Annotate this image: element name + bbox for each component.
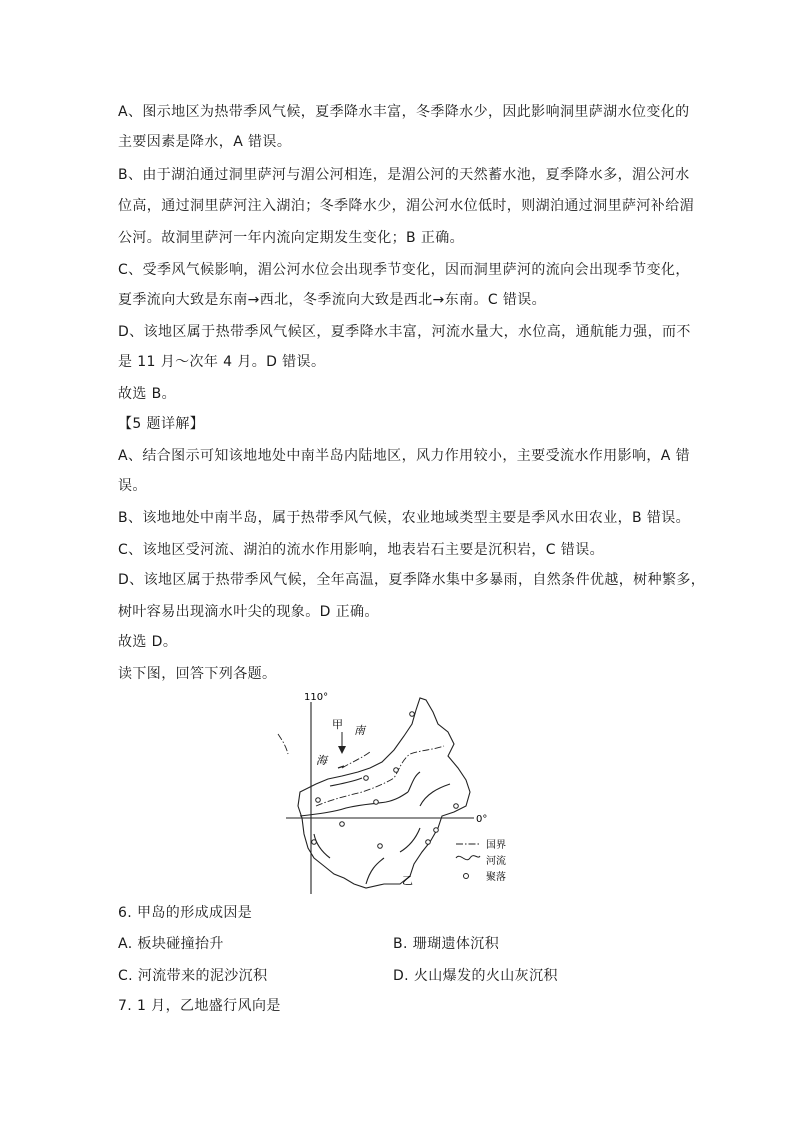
section-heading: 【5 题详解】 [118,416,205,432]
jia-arrow-head [338,746,346,754]
settlement-dot [364,776,369,781]
river [400,828,420,852]
question-6-option-a: A. 板块碰撞抬升 [118,936,224,952]
paragraph-line: A、图示地区为热带季风气候，夏季降水丰富，冬季降水少，因此影响洞里萨湖水位变化的 [118,104,690,120]
settlement-dot [340,822,345,827]
island-outline [298,698,470,888]
national-border [342,752,370,768]
national-border [316,746,444,806]
river [408,772,420,792]
paragraph-line: 误。 [118,478,147,494]
paragraph-line: B、该地地处中南半岛，属于热带季风气候，农业地域类型主要是季风水田农业，B 错误。 [118,510,691,526]
paragraph-line: B、由于湖泊通过洞里萨河与湄公河相连，是湄公河的天然蓄水池，夏季降水多，湄公河水 [118,167,690,183]
paragraph-line: 位高，通过洞里萨河注入湖泊；冬季降水少，湄公河水位低时，则湖泊通过洞里萨河补给湄 [118,198,694,214]
question-6-option-c: C. 河流带来的泥沙沉积 [118,968,268,984]
river [314,834,330,858]
legend-river-sample [456,856,480,860]
settlement-dot [312,840,317,845]
question-6-option-b: B. 珊瑚遗体沉积 [393,936,500,952]
question-6-stem: 6. 甲岛的形成成因是 [118,905,253,921]
question-6-option-d: D. 火山爆发的火山灰沉积 [393,968,558,984]
label-yi: 乙 [402,874,413,887]
settlement-dot [316,798,321,803]
paragraph-line: 是 11 月～次年 4 月。D 错误。 [118,354,326,370]
paragraph-line: 树叶容易出现滴水叶尖的现象。D 正确。 [118,604,379,620]
paragraph-line: 公河。故洞里萨河一年内流向定期发生变化；B 正确。 [118,230,465,246]
paragraph-line: D、该地区属于热带季风气候，全年高温，夏季降水集中多暴雨，自然条件优越，树种繁多， [118,572,706,588]
paragraph-line: C、该地区受河流、湖泊的流水作用影响，地表岩石主要是沉积岩，C 错误。 [118,542,604,558]
paragraph-line: 主要因素是降水，A 错误。 [118,134,292,150]
river [330,778,362,786]
paragraph-line: 读下图，回答下列各题。 [118,666,277,682]
paragraph-line: 故选 D。 [118,634,178,650]
settlement-dot [374,800,379,805]
river [420,784,450,806]
river [366,858,384,884]
settlement-dot [378,844,383,849]
latitude-label: 0° [476,814,488,825]
paragraph-line: 故选 B。 [118,386,177,402]
national-border [278,734,288,754]
legend-border-label: 国界 [486,840,506,851]
paragraph-line: A、结合图示可知该地地处中南半岛内陆地区，风力作用较小，主要受流水作用影响，A 错 [118,448,691,464]
longitude-label: 110° [304,692,329,703]
borneo-map [270,688,510,898]
settlement-dot [394,768,399,773]
legend-river-label: 河流 [486,856,506,867]
label-jia: 甲 [332,718,343,731]
label-nan: 南 [354,724,365,737]
settlement-dot [426,840,431,845]
paragraph-line: D、该地区属于热带季风气候区，夏季降水丰富，河流水量大，水位高，通航能力强，而不 [118,324,691,340]
settlement-dot [410,712,415,717]
river [300,792,408,816]
settlement-dot [454,804,459,809]
legend-settlement-label: 聚落 [486,872,506,883]
paragraph-line: C、受季风气候影响，湄公河水位会出现季节变化，因而洞里萨河的流向会出现季节变化， [118,262,690,278]
label-hai: 海 [316,754,327,767]
legend-settlement-sample [464,874,469,879]
paragraph-line: 夏季流向大致是东南→西北，冬季流向大致是西北→东南。C 错误。 [118,292,547,308]
settlement-dot [434,828,439,833]
question-7-stem: 7. 1 月，乙地盛行风向是 [118,998,281,1014]
